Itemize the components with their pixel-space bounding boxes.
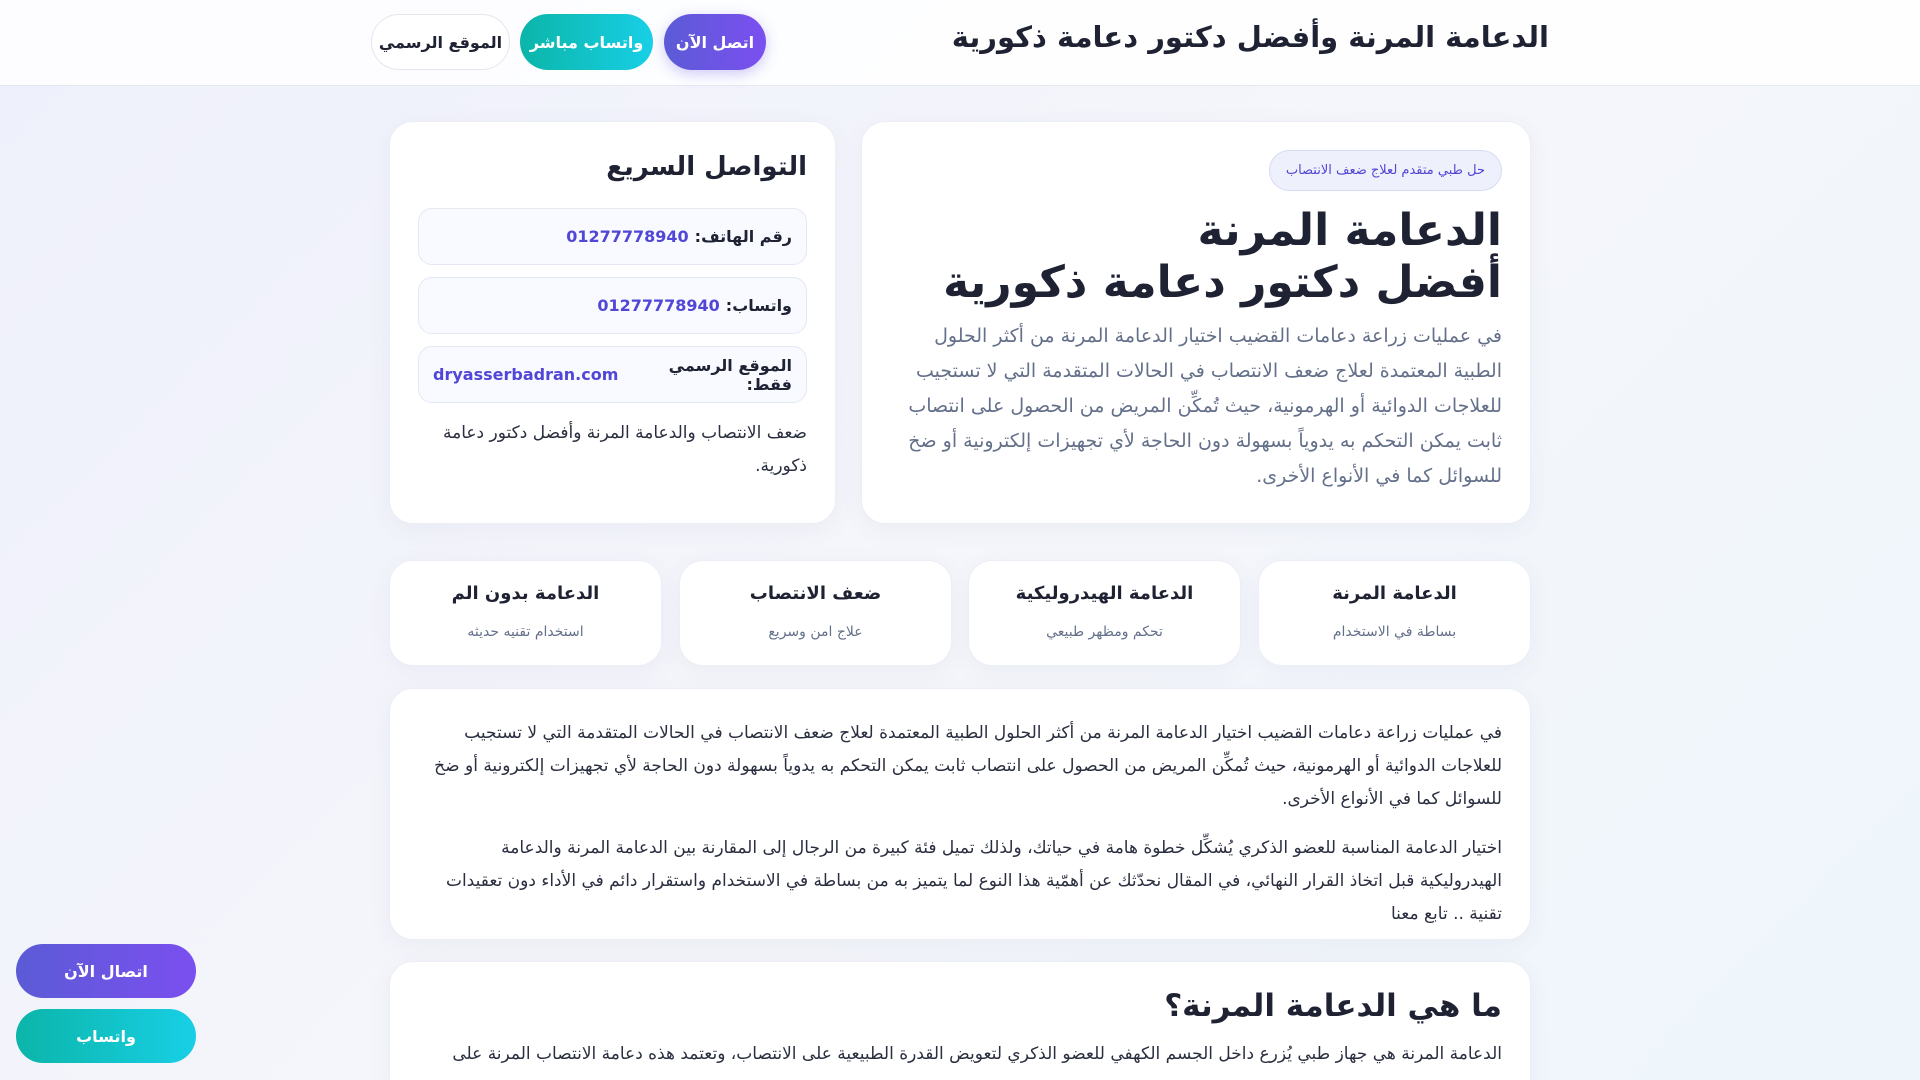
feature-card[interactable] (679, 560, 952, 666)
whatsapp-row[interactable] (418, 277, 807, 334)
feature-title: الدعامة بدون الم (451, 583, 600, 604)
feature-subtitle: تحكم ومظهر طبيعي (1046, 624, 1163, 640)
whatsapp-button[interactable]: واتساب مباشر (520, 14, 653, 70)
hero-title-line2: أفضل دكتور دعامة ذكورية (943, 257, 1502, 308)
contact-title: التواصل السريع (606, 152, 807, 182)
hero-description: في عمليات زراعة دعامات القضيب اختيار الدعامة المرنة من أكثر الحلول الطبية المعتمدة لعلاج ضعف الانتصاب في الحالات المتقدمة التي لا تستجيب للعلاجات الدوائية أو الهرمونية، حيث تُمكِّن المريض من الحصول على انتصاب ثابت يمكن التحكم به يدوياً بسهولة دون الحاجة لأي تجهيزات إلكترونية أو ضخ للسوائل كما في الأنواع الأخرى. (908, 325, 1502, 487)
hero-title (890, 205, 1502, 309)
phone-row[interactable] (418, 208, 807, 265)
hero-badge: حل طبي متقدم لعلاج ضعف الانتصاب (1269, 150, 1502, 191)
article-paragraph: في عمليات زراعة دعامات القضيب اختيار الدعامة المرنة من أكثر الحلول الطبية المعتمدة لعلاج ضعف الانتصاب في الحالات المتقدمة التي لا تستجيب للعلاجات الدوائية أو الهرمونية، حيث تُمكِّن المريض من الحصول على انتصاب ثابت يمكن التحكم به يدوياً بسهولة دون الحاجة لأي تجهيزات إلكترونية أو ضخ للسوائل كما في الأنواع الأخرى. (434, 723, 1502, 809)
official-site-button[interactable]: الموقع الرسمي (371, 14, 510, 70)
site-link[interactable]: dryasserbadran.com (433, 365, 619, 384)
hero-title-line1: الدعامة المرنة (1197, 205, 1502, 256)
feature-card[interactable] (1258, 560, 1531, 666)
hero-card (861, 121, 1531, 524)
whatsapp-link[interactable]: 01277778940 (597, 296, 720, 315)
feature-subtitle: بساطة في الاستخدام (1332, 624, 1457, 640)
phone-link[interactable]: 01277778940 (566, 227, 689, 246)
article-paragraph: اختيار الدعامة المناسبة للعضو الذكري يُشكِّل خطوة هامة في حياتك، ولذلك تميل فئة كبيرة من الرجال إلى المقارنة بين الدعامة المرنة والدعامة الهيدروليكية قبل اتخاذ القرار النهائي، في المقال نحدّثك عن أهمّية هذا النوع لما يتميز به من بساطة في الاستخدام واستقرار دائم في الأداء دون تعقيدات تقنية .. تابع معنا (445, 838, 1502, 924)
what-is-section (389, 961, 1531, 1080)
section-title: ما هي الدعامة المرنة؟ (1164, 988, 1502, 1024)
contact-note: ضعف الانتصاب والدعامة المرنة وأفضل دكتور دعامة ذكورية. (443, 423, 807, 476)
floating-call-button[interactable]: اتصال الآن (16, 944, 196, 998)
section-text: الدعامة المرنة هي جهاز طبي يُزرع داخل الجسم الكهفي للعضو الذكري لتعويض القدرة الطبيعية على الانتصاب، وتعتمد هذه دعامة الانتصاب المرنة على (452, 1044, 1502, 1064)
site-row[interactable] (418, 346, 807, 403)
feature-subtitle: استخدام تقنيه حديثه (467, 624, 584, 640)
phone-label: رقم الهاتف: (694, 227, 792, 246)
floating-whatsapp-button[interactable]: واتساب (16, 1009, 196, 1063)
feature-subtitle: علاج امن وسريع (768, 624, 863, 640)
whatsapp-label: واتساب: (725, 296, 792, 315)
call-now-button[interactable]: اتصل الآن (664, 14, 766, 70)
site-title: الدعامة المرنة وأفضل دكتور دعامة ذكورية (951, 20, 1549, 54)
contact-card (389, 121, 836, 524)
feature-card[interactable] (968, 560, 1241, 666)
site-header (0, 0, 1920, 86)
article-intro-card (389, 688, 1531, 940)
feature-card[interactable] (389, 560, 662, 666)
feature-title: الدعامة المرنة (1332, 583, 1457, 604)
feature-title: ضعف الانتصاب (749, 583, 882, 604)
feature-title: الدعامة الهيدروليكية (1015, 583, 1194, 604)
site-label: الموقع الرسمي فقط: (668, 355, 792, 394)
